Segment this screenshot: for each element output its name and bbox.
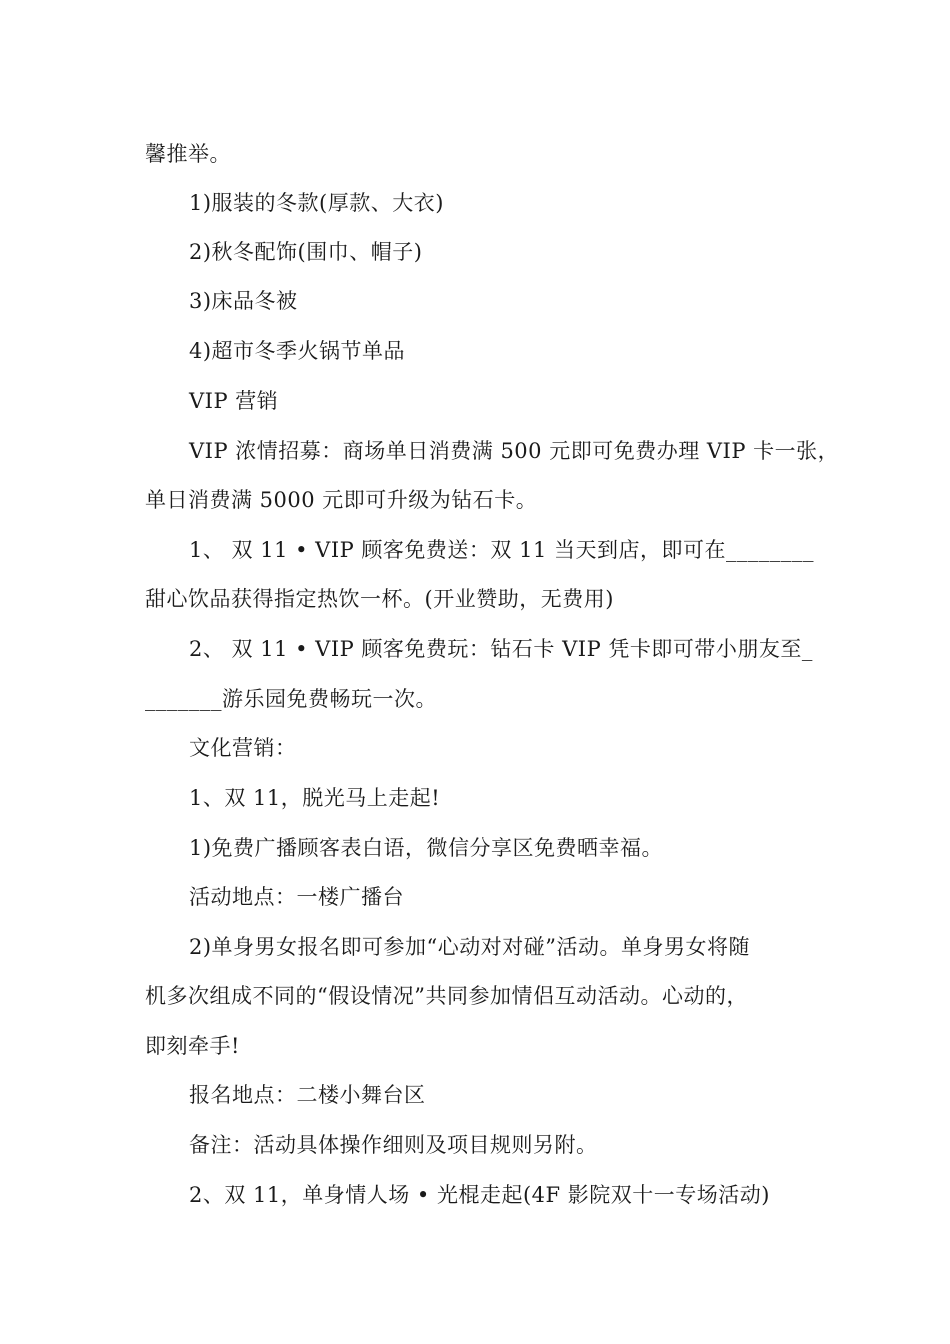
list-item: 2)秋冬配饰(围巾、帽子) [189,240,423,264]
text-line: 报名地点：二楼小舞台区 [189,1083,426,1107]
list-item: 1、双 11，脱光马上走起! [189,786,441,810]
text-line: 机多次组成不同的“假设情况”共同参加情侣互动活动。心动的， [145,984,748,1008]
list-item: 2、 双 11 • VIP 顾客免费玩：钻石卡 VIP 凭卡即可带小朋友至_ [189,637,813,661]
text-line: 备注：活动具体操作细则及项目规则另附。 [189,1133,598,1157]
list-item: 1)免费广播顾客表白语，微信分享区免费晒幸福。 [189,836,664,860]
text-line: 即刻牵手! [145,1034,240,1058]
text-line: VIP 浓情招募：商场单日消费满 500 元即可免费办理 VIP 卡一张， [189,439,840,463]
list-item: 4)超市冬季火锅节单品 [189,339,406,363]
text-line: _______游乐园免费畅玩一次。 [145,687,437,711]
text-line: 甜心饮品获得指定热饮一杯。(开业赞助，无费用) [145,587,614,611]
text-line: 活动地点：一楼广播台 [189,885,404,909]
list-item: 1、 双 11 • VIP 顾客免费送：双 11 当天到店，即可在________ [189,538,815,562]
list-item: 2)单身男女报名即可参加“心动对对碰”活动。单身男女将随 [189,935,751,959]
section-heading: VIP 营销 [189,389,279,413]
list-item: 2、双 11，单身情人场 • 光棍走起(4F 影院双十一专场活动) [189,1183,770,1207]
text-line: 馨推举。 [145,142,231,166]
text-line: 单日消费满 5000 元即可升级为钻石卡。 [145,488,538,512]
list-item: 3)床品冬被 [189,289,298,313]
list-item: 1)服装的冬款(厚款、大衣) [189,191,444,215]
section-heading: 文化营销： [189,736,297,760]
